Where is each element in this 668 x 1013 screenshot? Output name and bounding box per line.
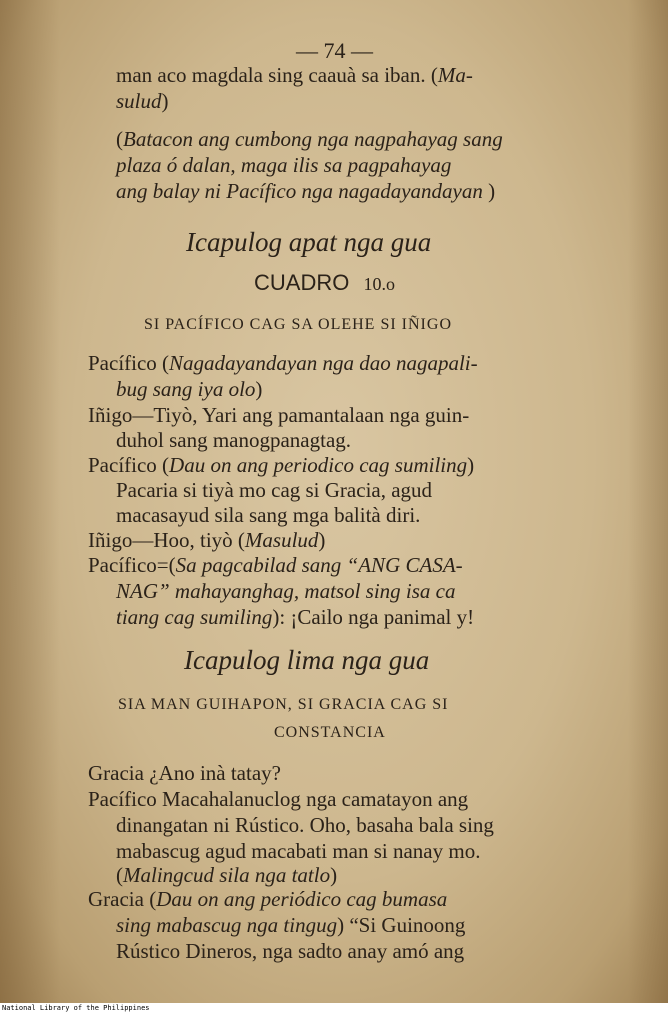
- text-span: Batacon ang cumbong nga nagpahayag sang: [123, 127, 503, 151]
- text-span: ) “Si Guinoong: [337, 913, 466, 937]
- speaker-name: Pacífico=(: [88, 553, 176, 577]
- cast-list: SIA MAN GUIHAPON, SI GRACIA CAG SI: [118, 696, 449, 713]
- dialogue-line: Pacaria si tiyà mo cag si Gracia, agud: [116, 478, 433, 502]
- dialogue-line: mabascug agud macabati man si nanay mo.: [116, 839, 481, 863]
- text-span: 10.o: [363, 274, 395, 294]
- dialogue-line: [88, 350, 478, 376]
- text-span: ang balay ni Pacífico nga nagadayandayan: [116, 179, 483, 203]
- dialogue-line: [116, 912, 465, 938]
- dialogue-line: duhol sang manogpanagtag.: [116, 428, 352, 452]
- dialogue-line: Pacífico Macahalanuclog nga camatayon ang: [88, 787, 469, 811]
- text-span: CUADRO: [254, 270, 350, 295]
- text-span: ): [467, 453, 475, 477]
- cast-list: SI PACÍFICO CAG SA OLEHE SI IÑIGO: [144, 316, 452, 333]
- stage-direction: [116, 862, 337, 888]
- text-span: Nagadayandayan nga dao nagapali-: [169, 351, 478, 375]
- stage-direction: [116, 126, 503, 152]
- scene-title: Icapulog apat nga gua: [186, 227, 432, 257]
- text-span: man aco magdala sing caauà sa iban. (: [116, 63, 438, 87]
- text-span: Sa pagcabilad sang “ANG CASA-: [175, 553, 463, 577]
- dialogue-line: macasayud sila sang mga balità diri.: [116, 503, 421, 527]
- dialogue-line: dinangatan ni Rústico. Oho, basaha bala sing: [116, 813, 494, 837]
- text-span: tiang cag sumiling: [116, 605, 273, 629]
- text-line: [116, 62, 473, 88]
- dialogue-line: [88, 452, 474, 478]
- speaker-name: Gracia (: [88, 887, 157, 911]
- text-span: ): [161, 89, 169, 113]
- dialogue-line: Gracia ¿Ano inà tatay?: [88, 761, 281, 785]
- text-span: ): ¡Cailo nga panimal y!: [272, 605, 475, 629]
- text-span: ): [255, 377, 263, 401]
- dialogue-line: [88, 552, 463, 578]
- text-span: (: [116, 863, 123, 887]
- text-span: bug sang iya olo: [116, 377, 256, 401]
- text-span: Ma-: [437, 63, 473, 87]
- text-span: sing mabascug nga tingug: [116, 913, 338, 937]
- text-line: [116, 88, 169, 114]
- dialogue-line: Rústico Dineros, nga sadto anay amó ang: [116, 939, 465, 963]
- text-span: Dau on ang periodico cag sumiling: [169, 453, 468, 477]
- dialogue-line: [88, 527, 325, 553]
- dialogue-line: Iñigo—Tiyò, Yari ang pamantalaan nga guin-: [88, 403, 470, 427]
- dialogue-line: [116, 604, 474, 630]
- text-span: Malingcud sila nga tatlo: [123, 863, 331, 887]
- speaker-name: Pacífico (: [88, 453, 170, 477]
- cuadro-heading: [254, 270, 395, 297]
- text-span: ): [330, 863, 338, 887]
- scene-title: Icapulog lima nga gua: [184, 645, 430, 675]
- speaker-name: Pacífico (: [88, 351, 170, 375]
- speaker-name: Iñigo—Hoo, tiyò (: [88, 528, 245, 552]
- stage-direction: [116, 178, 495, 204]
- text-span: ): [318, 528, 326, 552]
- dialogue-line: NAG” mahayanghag, matsol sing isa ca: [116, 579, 456, 603]
- text-span: (: [116, 127, 123, 151]
- text-span: Dau on ang periódico cag bumasa: [156, 887, 448, 911]
- cast-list: CONSTANCIA: [274, 724, 386, 741]
- dialogue-line: [88, 886, 447, 912]
- text-span: Masulud: [244, 528, 319, 552]
- dialogue-line: [116, 376, 262, 402]
- text-span: sulud: [116, 89, 162, 113]
- stage-direction: plaza ó dalan, maga ilis sa pagpahayag: [116, 153, 452, 177]
- footer-credit: National Library of the Philippines: [2, 1004, 150, 1012]
- page-number: — 74 —: [296, 38, 373, 63]
- text-span: ): [482, 179, 496, 203]
